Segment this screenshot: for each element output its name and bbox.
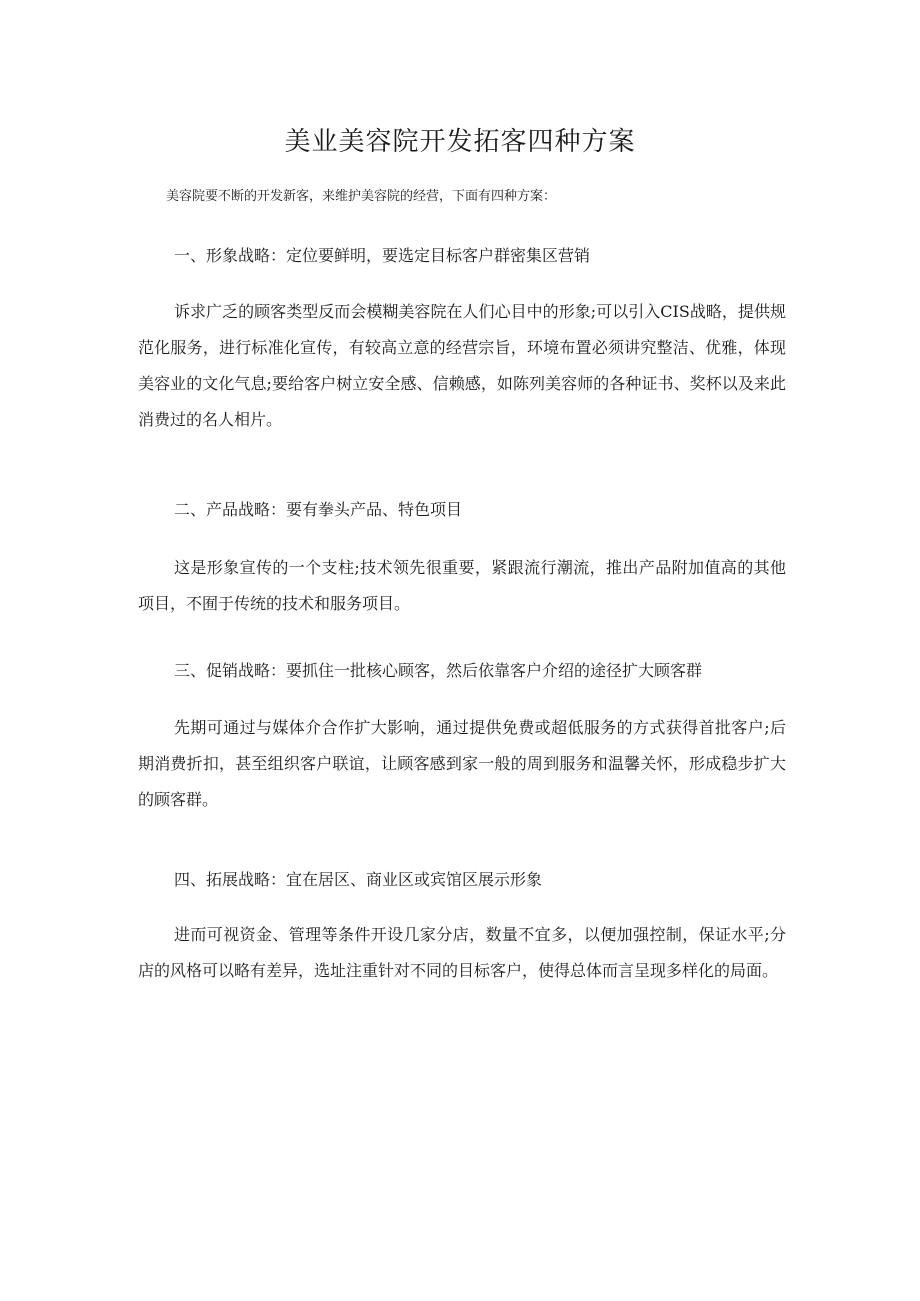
intro-paragraph: 美容院要不断的开发新客，来维护美容院的经营，下面有四种方案： — [166, 189, 557, 204]
section-heading-product-strategy: 二、产品战略：要有拳头产品、特色项目 — [174, 500, 463, 519]
section-heading-promotion-strategy: 三、促销战略：要抓住一批核心顾客，然后依靠客户介绍的途径扩大顾客群 — [174, 661, 703, 680]
section-body-image-strategy: 诉求广乏的顾客类型反而会模糊美容院在人们心目中的形象;可以引入CIS战略，提供规范化服务，进行标准化宣传，有较高立意的经营宗旨，环境布置必须讲究整洁、优雅，体现美容业的文化气息;要给客户树立安全感、信赖感，如陈列美容师的各种证书、奖杯以及来此消费过的名人相片。 — [138, 302, 786, 429]
document-title: 美业美容院开发拓客四种方案 — [284, 127, 636, 157]
section-body-expansion-strategy: 进而可视资金、管理等条件开设几家分店，数量不宜多，以便加强控制，保证水平;分店的风格可以略有差异，选址注重针对不同的目标客户，使得总体而言呈现多样化的局面。 — [138, 925, 786, 980]
section-body-product-strategy: 这是形象宣传的一个支柱;技术领先很重要，紧跟流行潮流，推出产品附加值高的其他项目，不囿于传统的技术和服务项目。 — [138, 558, 786, 613]
section-heading-expansion-strategy: 四、拓展战略：宜在居区、商业区或宾馆区展示形象 — [174, 870, 543, 889]
section-heading-image-strategy: 一、形象战略：定位要鲜明，要选定目标客户群密集区营销 — [174, 246, 591, 265]
section-body-promotion-strategy: 先期可通过与媒体介合作扩大影响，通过提供免费或超低服务的方式获得首批客户;后期消费折扣，甚至组织客户联谊，让顾客感到家一般的周到服务和温馨关怀，形成稳步扩大的顾客群。 — [138, 718, 786, 809]
